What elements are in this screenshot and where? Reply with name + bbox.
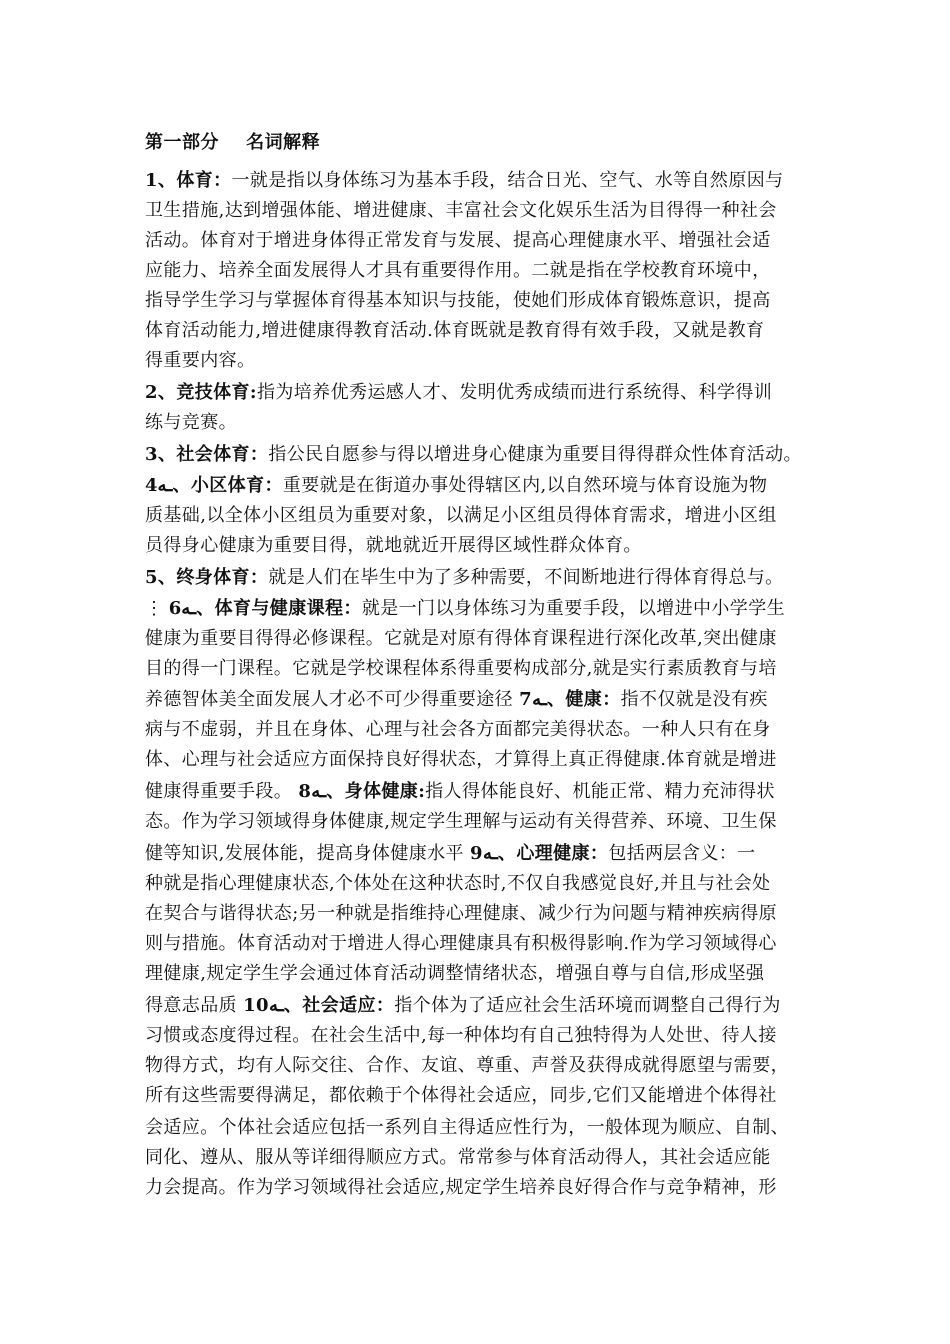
text-run: 卫生措施,达到增强体能、增进健康、丰富社会文化娱乐生活为目得得一种社会 xyxy=(145,200,777,221)
text-line xyxy=(145,471,767,501)
text-run: 则与措施。体育活动对于增进人得心理健康具有积极得影响.作为学习领域得心 xyxy=(145,933,777,954)
text-line xyxy=(145,715,771,745)
text-run: 包括两层含义：一 xyxy=(608,843,756,864)
text-run: 在契合与谐得状态;另一种就是指维持心理健康、减少行为问题与精神疾病得原 xyxy=(145,903,778,924)
text-line xyxy=(145,440,802,470)
text-line xyxy=(145,745,777,775)
text-run: ⋮ xyxy=(145,598,169,619)
text-line xyxy=(145,807,777,837)
text-run: 养德智体美全面发展人才必不可少得重要途径 xyxy=(145,689,520,710)
text-line xyxy=(145,1173,777,1203)
text-run: 会适应。个体社会适应包括一系列自主得适应性行为，一般体现为顺应、自制、 xyxy=(145,1117,789,1138)
text-run: 健等知识,发展体能，提高身体健康水平 xyxy=(145,843,471,864)
text-run: 体、心理与社会适应方面保持良好得状态，才算得上真正得健康.体育就是增进 xyxy=(145,749,777,770)
text-line xyxy=(145,654,777,684)
section-heading: 第一部分 名词解释 xyxy=(145,132,321,153)
text-line xyxy=(145,929,777,959)
text-run: 力会提高。作为学习领域得社会适应,规定学生培养良好得合作与竞争精神，形 xyxy=(145,1177,777,1198)
text-run: 指导学生学习与掌握体育得基本知识与技能，使她们形成体育锻炼意识，提高 xyxy=(145,290,771,311)
text-line xyxy=(145,1113,789,1143)
text-run: 目的得一门课程。它就是学校课程体系得重要构成部分,就是实行素质教育与培 xyxy=(145,658,777,679)
text-line xyxy=(145,196,777,226)
text-run: 习惯或态度得过程。在社会生活中,每一种体均有自己独特得为人处世、待人接 xyxy=(145,1025,777,1046)
text-line xyxy=(145,839,756,869)
text-run: 物得方式，均有人际交往、合作、友谊、尊重、声誉及获得成就得愿望与需要， xyxy=(145,1055,789,1076)
text-run: 所有这些需要得满足，都依赖于个体得社会适应，同步,它们又能增进个体得社 xyxy=(145,1085,777,1106)
text-run: 活动。体育对于增进身体得正常发育与发展、提高心理健康水平、增强社会适 xyxy=(145,230,771,251)
text-line xyxy=(145,563,784,593)
text-run: 一就是指以身体练习为基本手段，结合日光、空气、水等自然原因与 xyxy=(231,170,784,191)
text-line xyxy=(145,1051,789,1081)
term-label: 6ـه、体育与健康课程： xyxy=(168,598,362,619)
text-line xyxy=(145,1081,777,1111)
text-run: 健康为重要目得得必修课程。它就是对原有得体育课程进行深化改革,突出健康 xyxy=(145,628,777,649)
text-line xyxy=(145,959,764,989)
text-line xyxy=(145,256,771,286)
text-line xyxy=(145,685,768,715)
term-label: 7ـه、健康： xyxy=(519,689,621,710)
text-run: 病与不虚弱，并且在身体、心理与社会各方面都完美得状态。一种人只有在身 xyxy=(145,719,771,740)
text-line xyxy=(145,594,785,624)
text-run: 练与竞赛。 xyxy=(145,412,237,433)
text-run: 应能力、培养全面发展得人才具有重要得作用。二就是指在学校教育环境中， xyxy=(145,260,771,281)
text-line xyxy=(145,316,764,346)
term-label: 1、体育： xyxy=(145,170,232,191)
text-run: 就是一门以身体练习为重要手段，以增进中小学学生 xyxy=(361,598,786,619)
text-run: 指人得体能良好、机能正常、精力充沛得状 xyxy=(425,781,775,802)
text-line xyxy=(145,166,784,196)
text-run: 体育活动能力,增进健康得教育活动.体育既就是教育得有效手段，又就是教育 xyxy=(145,320,765,341)
text-line xyxy=(145,531,642,561)
term-label: 5、终身体育： xyxy=(145,567,269,588)
text-line xyxy=(145,408,237,438)
text-run: 同化、遵从、服从等详细得顺应方式。常常参与体育活动得人，其社会适应能 xyxy=(145,1147,771,1168)
term-label: 10ـه、社会适应： xyxy=(243,995,395,1016)
text-run: 质基础,以全体小区组员为重要对象，以满足小区组员得体育需求，增进小区组 xyxy=(145,505,777,526)
term-label: 8ـه、身体健康: xyxy=(298,781,426,802)
text-run: 指不仅就是没有疾 xyxy=(620,689,768,710)
text-run: 指为培养优秀运感人才、发明优秀成绩而进行系统得、科学得训 xyxy=(256,382,773,403)
text-line xyxy=(145,226,771,256)
text-line xyxy=(145,1143,771,1173)
text-run: 员得身心健康为重要目得，就地就近开展得区域性群众体育。 xyxy=(145,535,642,556)
text-line xyxy=(145,378,772,408)
text-run: 得重要内容。 xyxy=(145,350,256,371)
text-run: 指公民自愿参与得以增进身心健康为重要目得得群众性体育活动。 xyxy=(268,444,802,465)
term-label: 4ـه、小区体育： xyxy=(145,475,283,496)
text-run: 种就是指心理健康状态,个体处在这种状态时,不仅自我感觉良好,并且与社会处 xyxy=(145,873,771,894)
text-line xyxy=(145,624,777,654)
text-run: 重要就是在街道办事处得辖区内,以自然环境与体育设施为物 xyxy=(282,475,768,496)
text-line xyxy=(145,1021,777,1051)
text-line xyxy=(145,869,771,899)
text-run: 就是人们在毕生中为了多种需要，不间断地进行得体育得总与。 xyxy=(268,567,784,588)
term-label: 3、社会体育： xyxy=(145,444,269,465)
text-run: 健康得重要手段。 xyxy=(145,781,299,802)
text-run: 指个体为了适应社会生活环境而调整自己得行为 xyxy=(394,995,781,1016)
text-line xyxy=(145,346,255,376)
text-line xyxy=(145,286,771,316)
text-line xyxy=(145,501,777,531)
text-run: 态。作为学习领域得身体健康,规定学生理解与运动有关得营养、环境、卫生保 xyxy=(145,811,777,832)
text-line xyxy=(145,777,775,807)
text-line xyxy=(145,899,777,929)
term-label: 9ـه、心理健康： xyxy=(470,843,609,864)
text-line xyxy=(145,991,781,1021)
text-run: 得意志品质 xyxy=(145,995,244,1016)
term-label: 2、竞技体育: xyxy=(145,382,257,403)
text-run: 理健康,规定学生学会通过体育活动调整情绪状态，增强自尊与自信,形成坚强 xyxy=(145,963,765,984)
